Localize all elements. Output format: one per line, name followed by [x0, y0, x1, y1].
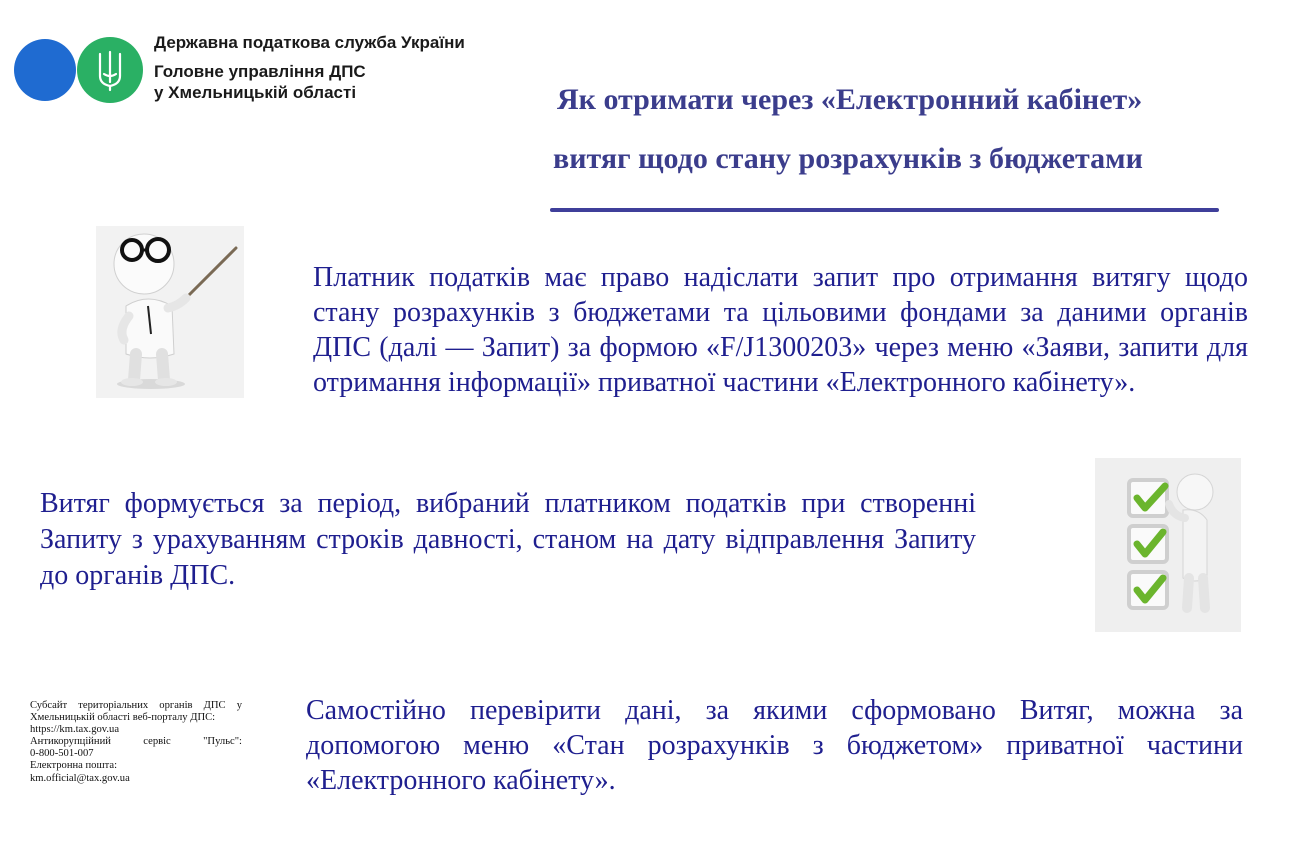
dps-logo [14, 32, 144, 108]
paragraph-extract-period: Витяг формується за період, вибраний платником податків при створенні Запиту з урахуванням строків давності, станом на дату відправлення Запиту до органів ДПС. [40, 488, 976, 591]
org-line-2: Головне управління ДПС [154, 62, 366, 81]
title-line-1: Як отримати через «Електронний кабінет» [557, 83, 1143, 116]
footer-line-4: Антикорупційний сервіс "Пульс": [30, 736, 242, 748]
logo-blue-circle [14, 39, 76, 101]
paragraph-request: Платник податків має право надіслати запит про отримання витягу щодо стану розрахунків з бюджетами та цільовими фондами за даними органів ДПС (далі — Запит) за формою «F/J1300203» через меню «Заяви, запити для отримання інформації» приватної частини «Електронного кабінету». [313, 262, 1248, 398]
footer-contacts [30, 700, 242, 785]
checklist-figure [1095, 458, 1241, 632]
title-divider [550, 208, 1219, 212]
footer-line-1: Субсайт територіальних органів ДПС у [30, 700, 242, 711]
footer-website-link[interactable]: https://km.tax.gov.ua [30, 724, 120, 736]
org-line-3: у Хмельницькій області [154, 83, 357, 102]
teacher-figure [96, 226, 244, 398]
footer-email-link[interactable]: km.official@tax.gov.ua [30, 772, 130, 784]
org-line-1: Державна податкова служба України [154, 33, 465, 52]
footer-email-label: Електронна пошта: [30, 760, 118, 772]
footer-line-2: Хмельницькій області веб-порталу ДПС: [30, 712, 216, 724]
paragraph-self-check: Самостійно перевірити дані, за якими сформовано Витяг, можна за допомогою меню «Стан розрахунків з бюджетом» приватної частини «Електронного кабінету». [306, 695, 1243, 796]
organization-name [154, 32, 465, 103]
title-line-2: витяг щодо стану розрахунків з бюджетами [553, 142, 1143, 175]
footer-phone[interactable]: 0-800-501-007 [30, 748, 94, 760]
